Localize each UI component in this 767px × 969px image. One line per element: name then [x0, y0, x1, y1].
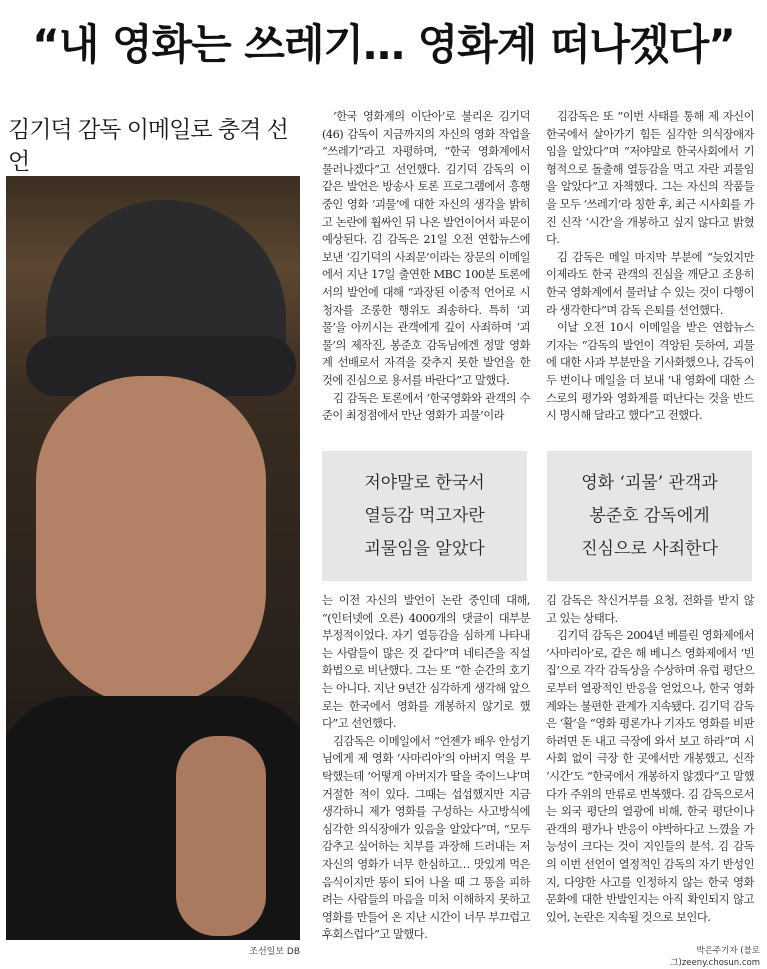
- photo-face-shape: [36, 376, 266, 706]
- pull-quote-1: [322, 451, 527, 581]
- paragraph: ‘한국 영화계의 이단아’로 불리온 김기덕(46) 감독이 지금까지의 자신의 영화 작업을 “쓰레기”라고 자평하며, “한국 영화계에서 물러나겠다”고 선언했다. 김기덕 감독의 이같은 발언은 방송사 토론 프로그램에서 흥행 중인 영화 ‘괴물’에 대한 자신의 생각을 밝히고 논란에 휩싸인 뒤 나온 발언이어서 파문이 예상된다. 김 감독은 21일 오전 연합뉴스에 보낸 ‘김기덕의 사죄문’이라는 장문의 이메일에서 지난 17일 출연한 MBC 100분 토론에서의 발언에 대해 “과장된 이중적 언어로 시청자를 조롱한 행위도 죄송하다. 특히 ‘괴물’을 아끼시는 관객에게 깊이 사죄하며 ‘괴물’의 제작진, 봉준호 감독님에겐 정말 영화계 선배로서 자격을 갖추지 못한 발언을 한 것에 진심으로 용서를 바란다”고 말했다.: [322, 110, 530, 387]
- paragraph: 김기덕 감독은 2004년 베를린 영화제에서 ‘사마리아’로, 같은 해 베니스 영화제에서 ‘빈집’으로 각각 감독상을 수상하며 유럽 평단으로부터 열광적인 반응을 얻었으나, 한국 영화계와는 불편한 관계가 지속됐다. 김기덕 감독은 ‘활’을 “영화 평론가나 기자도 영화를 비판하려면 돈 내고 극장에 와서 보고 하라”며 시사회 없이 극장 한 곳에서만 개봉했고, 신작 ‘시간’도 “한국에서 개봉하지 않겠다”고 말했다가 주위의 만류로 번복했다. 김 감독으로서는 외국 평단의 열광에 비해, 한국 평단이나 관객의 평가나 반응이 야박하다고 느꼈을 가능성이 크다는 것이 지인들의 분석. 김 감독의 이번 선언이 열정적인 감독의 자기 반성인지, 다양한 사고를 인정하지 않는 한국 영화문화에 대한 반발인지는 아직 확인되지 않고 있어, 논란은 지속될 것으로 보인다.: [546, 629, 754, 924]
- article-column-1: [322, 108, 530, 425]
- paragraph: 김감독은 또 “이번 사태를 통해 제 자신이 한국에서 살아가기 힘든 심각한 의식장애자임을 알았다”며 “저야말로 한국사회에서 기형적으로 돌출해 열등감을 먹고 자란 괴물임을 알았다”고 자책했다. 그는 자신의 작품들을 모두 ‘쓰레기’라 칭한 후, 최근 시사회를 가진 신작 ‘시간’을 개봉하고 싶지 않다고 밝혔다.: [546, 110, 754, 247]
- paragraph: 는 이전 자신의 발언이 논란 중인데 대해, “(인터넷에 오른) 4000개의 댓글이 대부분 부정적이었다. 자기 열등감을 심하게 나타내는 사람들이 많은 것 같다”며 네티즌을 직설화법으로 비난했다. 그는 또 “한 순간의 호기는 아니다. 지난 9년간 심각하게 생각해 앞으로는 한국에서 영화를 개봉하지 않기로 했다”고 선언했다.: [322, 594, 530, 731]
- subheadline: 김기덕 감독 이메일로 충격 선언: [8, 114, 298, 186]
- paragraph: 김 감독은 토론에서 ‘한국영화와 관객의 수준이 최정점에서 만난 영화가 괴물’이라: [322, 391, 530, 423]
- paragraph: 김 감독은 메일 마지막 부분에 “늦었지만 이제라도 한국 관객의 진심을 깨닫고 조용히 한국 영화계에서 물러날 수 있는 것이 다행이라 생각한다”며 감독 은퇴를 선언했다.: [546, 250, 754, 317]
- article-column-2: [546, 108, 754, 425]
- reporter-byline: 박은주기자 (블로그)zeeny.chosun.com: [670, 946, 760, 968]
- headline: “내 영화는 쓰레기… 영화계 떠나겠다”: [32, 20, 735, 69]
- pull-quote-line: 저야말로 한국서: [364, 472, 485, 493]
- article-column-3: [322, 592, 530, 944]
- pull-quote-line: 진심으로 사죄한다: [581, 538, 718, 559]
- photo-credit: 조선일보 DB: [249, 947, 300, 957]
- article-column-4: [546, 592, 754, 926]
- photo-hand-shape: [176, 736, 266, 936]
- pull-quote-2: [547, 451, 752, 581]
- pull-quote-line: 열등감 먹고자란: [364, 505, 485, 526]
- pull-quote-line: 봉준호 감독에게: [589, 505, 710, 526]
- paragraph: 이날 오전 10시 이메일을 받은 연합뉴스 기자는 “감독의 발언이 격앙된 듯하여, 괴물에 대한 사과 부분만을 기사화했으나, 감독이 두 번이나 메일을 더 보내 ‘내 영화에 대한 스스로의 평가와 영화계를 떠난다는 것을 반드시 명시해 달라고 했다”고 전했다.: [546, 321, 754, 423]
- pull-quote-line: 괴물임을 알았다: [364, 538, 485, 559]
- portrait-photo: [6, 176, 300, 940]
- paragraph: 김감독은 이메일에서 “언젠가 배우 안성기님에게 제 영화 ‘사마리아’의 아버지 역을 부탁했는데 ‘어떻게 아버지가 딸을 죽이느냐’며 거절한 적이 있다. 그때는 섭섭했지만 지금 생각하니 제가 영화를 구성하는 사고방식에 심각한 의식장애가 있음을 알았다”며, “모두 감추고 싶어하는 치부를 과장해 드러내는 저 자신의 영화가 너무 한심하고… 맛있게 먹은 음식이지만 똥이 되어 나올 때 그 똥을 피하려는 사람들의 마음을 미처 이해하지 못하고 영화를 만들어 온 지난 시간이 너무 부끄럽고 후회스럽다”고 말했다.: [322, 734, 530, 942]
- paragraph: 김 감독은 착신거부를 요청, 전화를 받지 않고 있는 상태다.: [546, 594, 754, 625]
- pull-quote-line: 영화 ‘괴물’ 관객과: [581, 472, 718, 493]
